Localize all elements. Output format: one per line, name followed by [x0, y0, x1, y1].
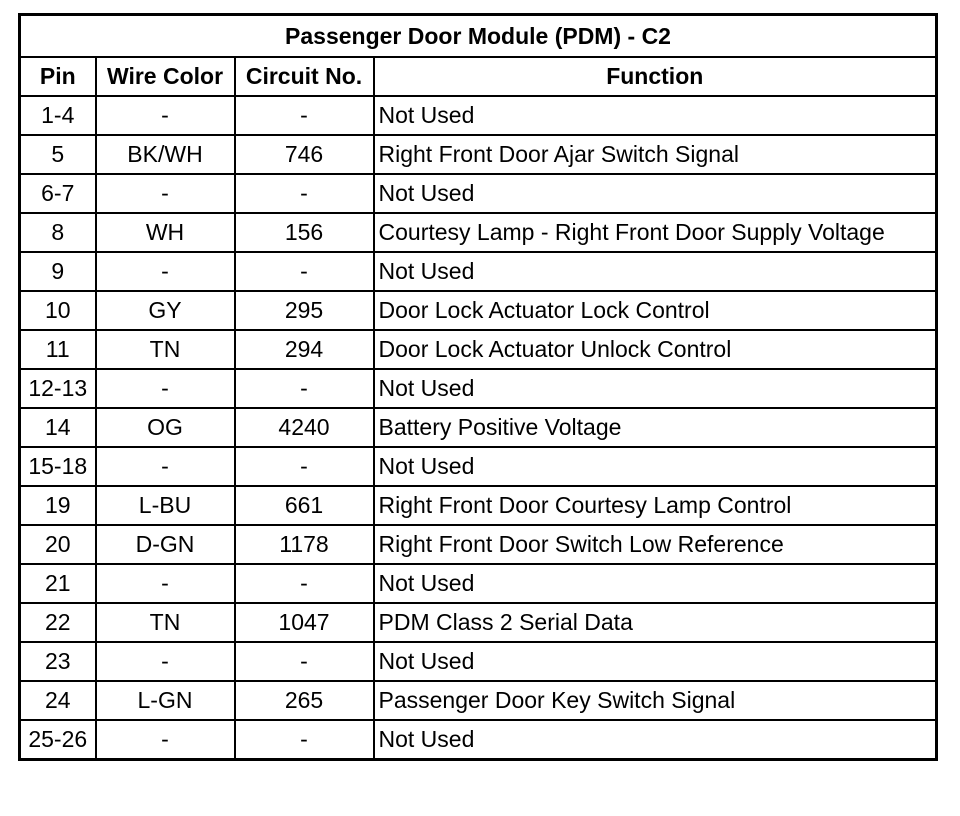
- header-row: [20, 57, 937, 96]
- table-row: [20, 525, 937, 564]
- cell-pin: 14: [20, 408, 96, 447]
- cell-wire-color: TN: [96, 603, 235, 642]
- cell-function: Not Used: [374, 174, 937, 213]
- cell-circuit-no: 4240: [235, 408, 374, 447]
- cell-function: Right Front Door Switch Low Reference: [374, 525, 937, 564]
- table-row: [20, 291, 937, 330]
- cell-pin: 5: [20, 135, 96, 174]
- cell-wire-color: D-GN: [96, 525, 235, 564]
- cell-function: Not Used: [374, 447, 937, 486]
- cell-circuit-no: 294: [235, 330, 374, 369]
- table-row: [20, 642, 937, 681]
- cell-wire-color: GY: [96, 291, 235, 330]
- cell-circuit-no: -: [235, 369, 374, 408]
- cell-wire-color: OG: [96, 408, 235, 447]
- cell-function: Not Used: [374, 369, 937, 408]
- cell-pin: 25-26: [20, 720, 96, 760]
- cell-pin: 24: [20, 681, 96, 720]
- cell-pin: 10: [20, 291, 96, 330]
- cell-circuit-no: -: [235, 564, 374, 603]
- cell-wire-color: -: [96, 174, 235, 213]
- table-row: [20, 720, 937, 760]
- header-circuit-no: Circuit No.: [235, 57, 374, 96]
- cell-pin: 6-7: [20, 174, 96, 213]
- cell-function: Not Used: [374, 252, 937, 291]
- cell-circuit-no: 746: [235, 135, 374, 174]
- cell-circuit-no: -: [235, 642, 374, 681]
- cell-pin: 23: [20, 642, 96, 681]
- cell-wire-color: L-GN: [96, 681, 235, 720]
- cell-circuit-no: 265: [235, 681, 374, 720]
- cell-pin: 22: [20, 603, 96, 642]
- cell-function: Not Used: [374, 642, 937, 681]
- cell-circuit-no: -: [235, 720, 374, 760]
- cell-wire-color: TN: [96, 330, 235, 369]
- cell-circuit-no: -: [235, 174, 374, 213]
- cell-function: Courtesy Lamp - Right Front Door Supply Voltage: [374, 213, 937, 252]
- cell-wire-color: -: [96, 369, 235, 408]
- table-row: [20, 135, 937, 174]
- table-row: [20, 174, 937, 213]
- cell-function: Right Front Door Ajar Switch Signal: [374, 135, 937, 174]
- cell-pin: 15-18: [20, 447, 96, 486]
- table-row: [20, 447, 937, 486]
- cell-pin: 21: [20, 564, 96, 603]
- table-row: [20, 408, 937, 447]
- cell-function: Right Front Door Courtesy Lamp Control: [374, 486, 937, 525]
- cell-circuit-no: 661: [235, 486, 374, 525]
- cell-function: Not Used: [374, 564, 937, 603]
- cell-wire-color: BK/WH: [96, 135, 235, 174]
- cell-wire-color: L-BU: [96, 486, 235, 525]
- cell-pin: 9: [20, 252, 96, 291]
- cell-wire-color: -: [96, 720, 235, 760]
- cell-function: Not Used: [374, 720, 937, 760]
- header-function: Function: [374, 57, 937, 96]
- cell-circuit-no: 295: [235, 291, 374, 330]
- cell-wire-color: WH: [96, 213, 235, 252]
- title-row: [20, 15, 937, 58]
- cell-pin: 20: [20, 525, 96, 564]
- table-row: [20, 330, 937, 369]
- connector-pinout-table: [18, 13, 938, 761]
- cell-circuit-no: 1178: [235, 525, 374, 564]
- cell-wire-color: -: [96, 252, 235, 291]
- cell-pin: 19: [20, 486, 96, 525]
- table-body: [20, 96, 937, 760]
- table-row: [20, 564, 937, 603]
- table-row: [20, 252, 937, 291]
- cell-function: Door Lock Actuator Lock Control: [374, 291, 937, 330]
- table-row: [20, 96, 937, 135]
- cell-circuit-no: -: [235, 447, 374, 486]
- cell-pin: 11: [20, 330, 96, 369]
- table-row: [20, 369, 937, 408]
- cell-circuit-no: -: [235, 96, 374, 135]
- cell-wire-color: -: [96, 447, 235, 486]
- cell-pin: 1-4: [20, 96, 96, 135]
- cell-wire-color: -: [96, 96, 235, 135]
- cell-function: Passenger Door Key Switch Signal: [374, 681, 937, 720]
- cell-function: Not Used: [374, 96, 937, 135]
- cell-pin: 8: [20, 213, 96, 252]
- cell-wire-color: -: [96, 642, 235, 681]
- cell-circuit-no: 156: [235, 213, 374, 252]
- table-row: [20, 681, 937, 720]
- table-title: Passenger Door Module (PDM) - C2: [20, 15, 937, 58]
- cell-function: Door Lock Actuator Unlock Control: [374, 330, 937, 369]
- table-row: [20, 486, 937, 525]
- cell-wire-color: -: [96, 564, 235, 603]
- table-row: [20, 213, 937, 252]
- table-row: [20, 603, 937, 642]
- cell-pin: 12-13: [20, 369, 96, 408]
- cell-circuit-no: -: [235, 252, 374, 291]
- cell-function: Battery Positive Voltage: [374, 408, 937, 447]
- cell-circuit-no: 1047: [235, 603, 374, 642]
- header-pin: Pin: [20, 57, 96, 96]
- header-wire-color: Wire Color: [96, 57, 235, 96]
- cell-function: PDM Class 2 Serial Data: [374, 603, 937, 642]
